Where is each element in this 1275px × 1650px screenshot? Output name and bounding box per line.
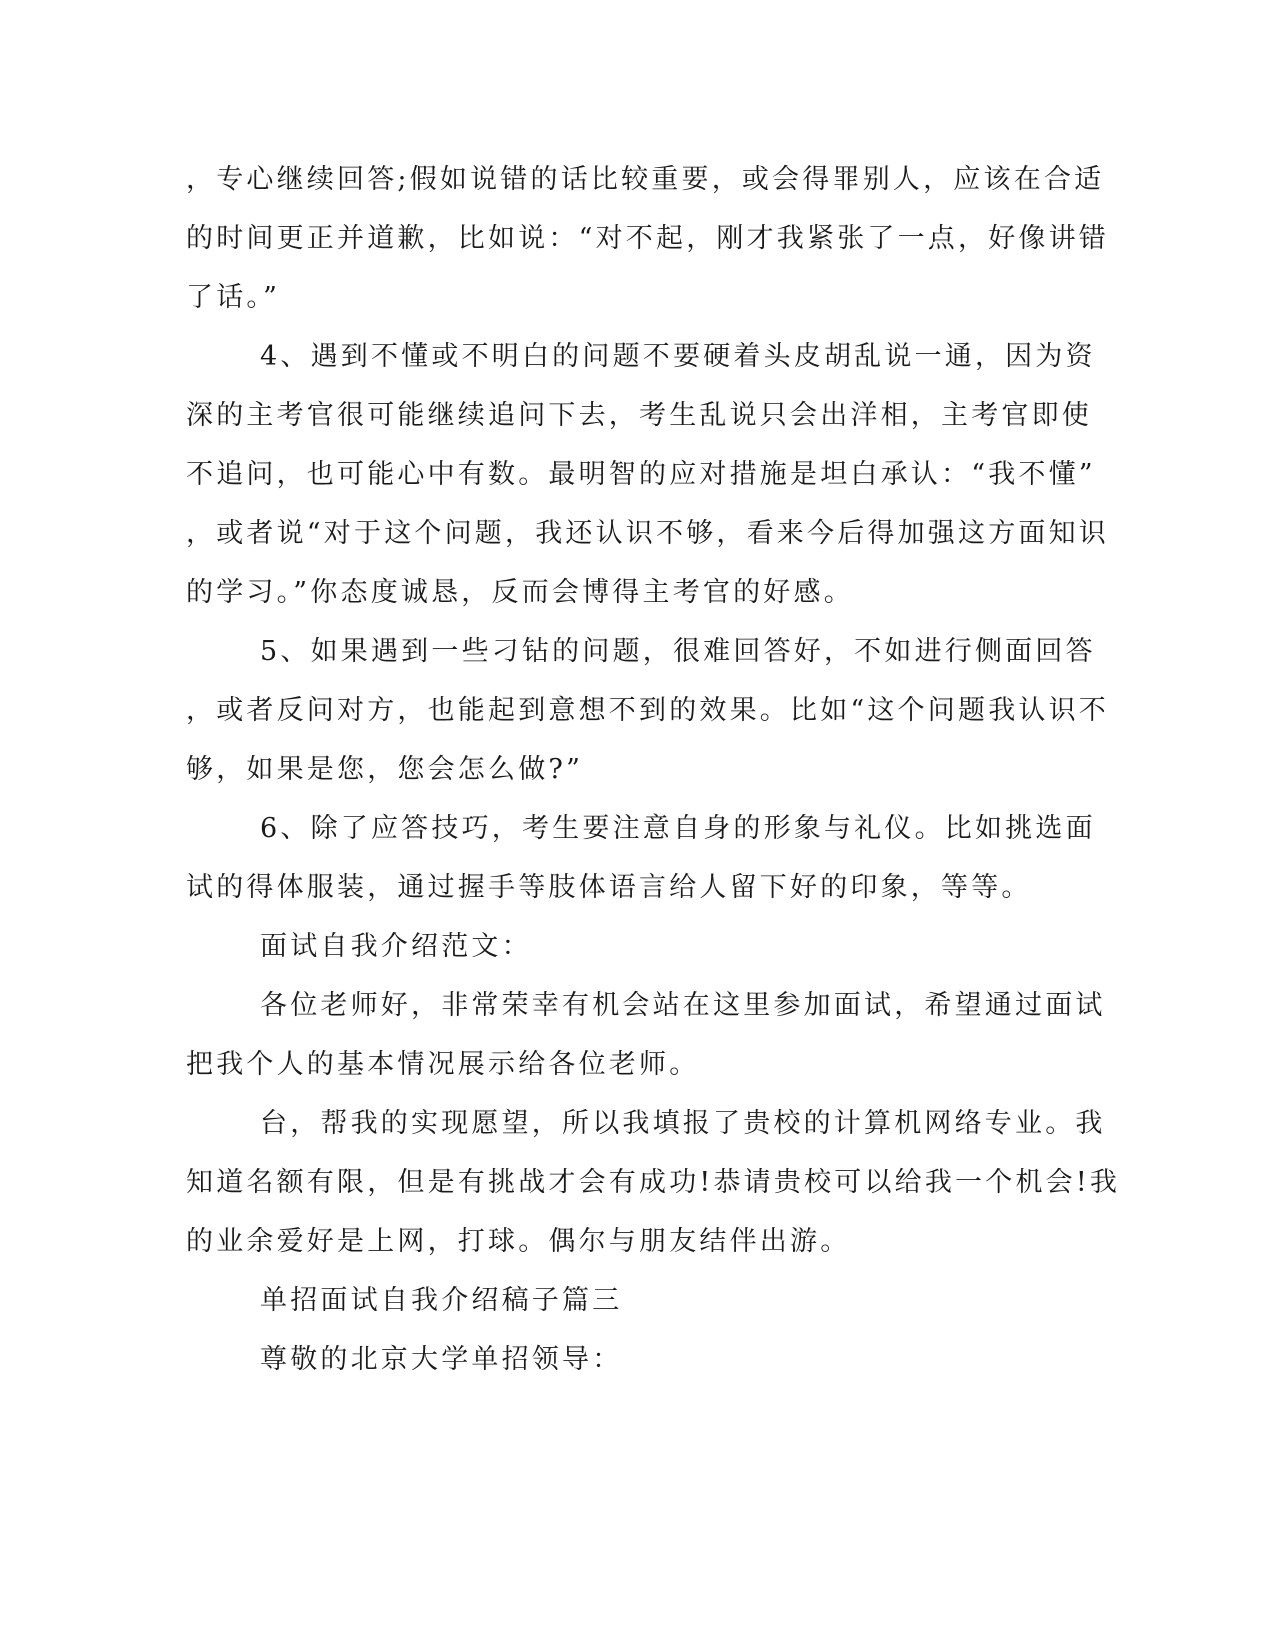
text-line-1: ，专心继续回答;假如说错的话比较重要，或会得罪别人，应该在合适 [186, 164, 1105, 195]
section-heading-sample: 面试自我介绍范文： [260, 931, 532, 962]
paragraph-5-line-1: 5、如果遇到一些刁钻的问题，很难回答好，不如进行侧面回答 [260, 636, 1096, 667]
paragraph-4-line-1: 4、遇到不懂或不明白的问题不要硬着头皮胡乱说一通，因为资 [260, 341, 1096, 372]
salutation-line: 尊敬的北京大学单招领导： [260, 1344, 623, 1375]
paragraph-4-line-5: 的学习。”你态度诚恳，反而会博得主考官的好感。 [186, 577, 854, 608]
paragraph-4-line-3: 不追问，也可能心中有数。最明智的应对措施是坦白承认：“我不懂” [186, 459, 1096, 490]
section-heading-part-three: 单招面试自我介绍稿子篇三 [260, 1285, 623, 1316]
sample-paragraph-1-line-1: 各位老师好，非常荣幸有机会站在这里参加面试，希望通过面试 [260, 990, 1106, 1021]
text-line-2: 的时间更正并道歉，比如说：“对不起，刚才我紧张了一点，好像讲错 [186, 223, 1110, 254]
paragraph-4-line-4: ，或者说“对于这个问题，我还认识不够，看来今后得加强这方面知识 [186, 518, 1110, 549]
sample-paragraph-2-line-3: 的业余爱好是上网，打球。偶尔与朋友结伴出游。 [186, 1226, 851, 1257]
text-line-3: 了话。” [186, 282, 281, 313]
paragraph-5-line-2: ，或者反问对方，也能起到意想不到的效果。比如“这个问题我认识不 [186, 695, 1110, 726]
paragraph-5-line-3: 够，如果是您，您会怎么做?” [186, 754, 584, 785]
sample-paragraph-2-line-1: 台，帮我的实现愿望，所以我填报了贵校的计算机网络专业。我 [260, 1108, 1106, 1139]
paragraph-4-line-2: 深的主考官很可能继续追问下去，考生乱说只会出洋相，主考官即使 [186, 400, 1092, 431]
sample-paragraph-2-line-2: 知道名额有限，但是有挑战才会有成功!恭请贵校可以给我一个机会!我 [186, 1167, 1121, 1198]
sample-paragraph-1-line-2: 把我个人的基本情况展示给各位老师。 [186, 1049, 700, 1080]
paragraph-6-line-1: 6、除了应答技巧，考生要注意自身的形象与礼仪。比如挑选面 [260, 813, 1096, 844]
paragraph-6-line-2: 试的得体服装，通过握手等肢体语言给人留下好的印象，等等。 [186, 872, 1032, 903]
